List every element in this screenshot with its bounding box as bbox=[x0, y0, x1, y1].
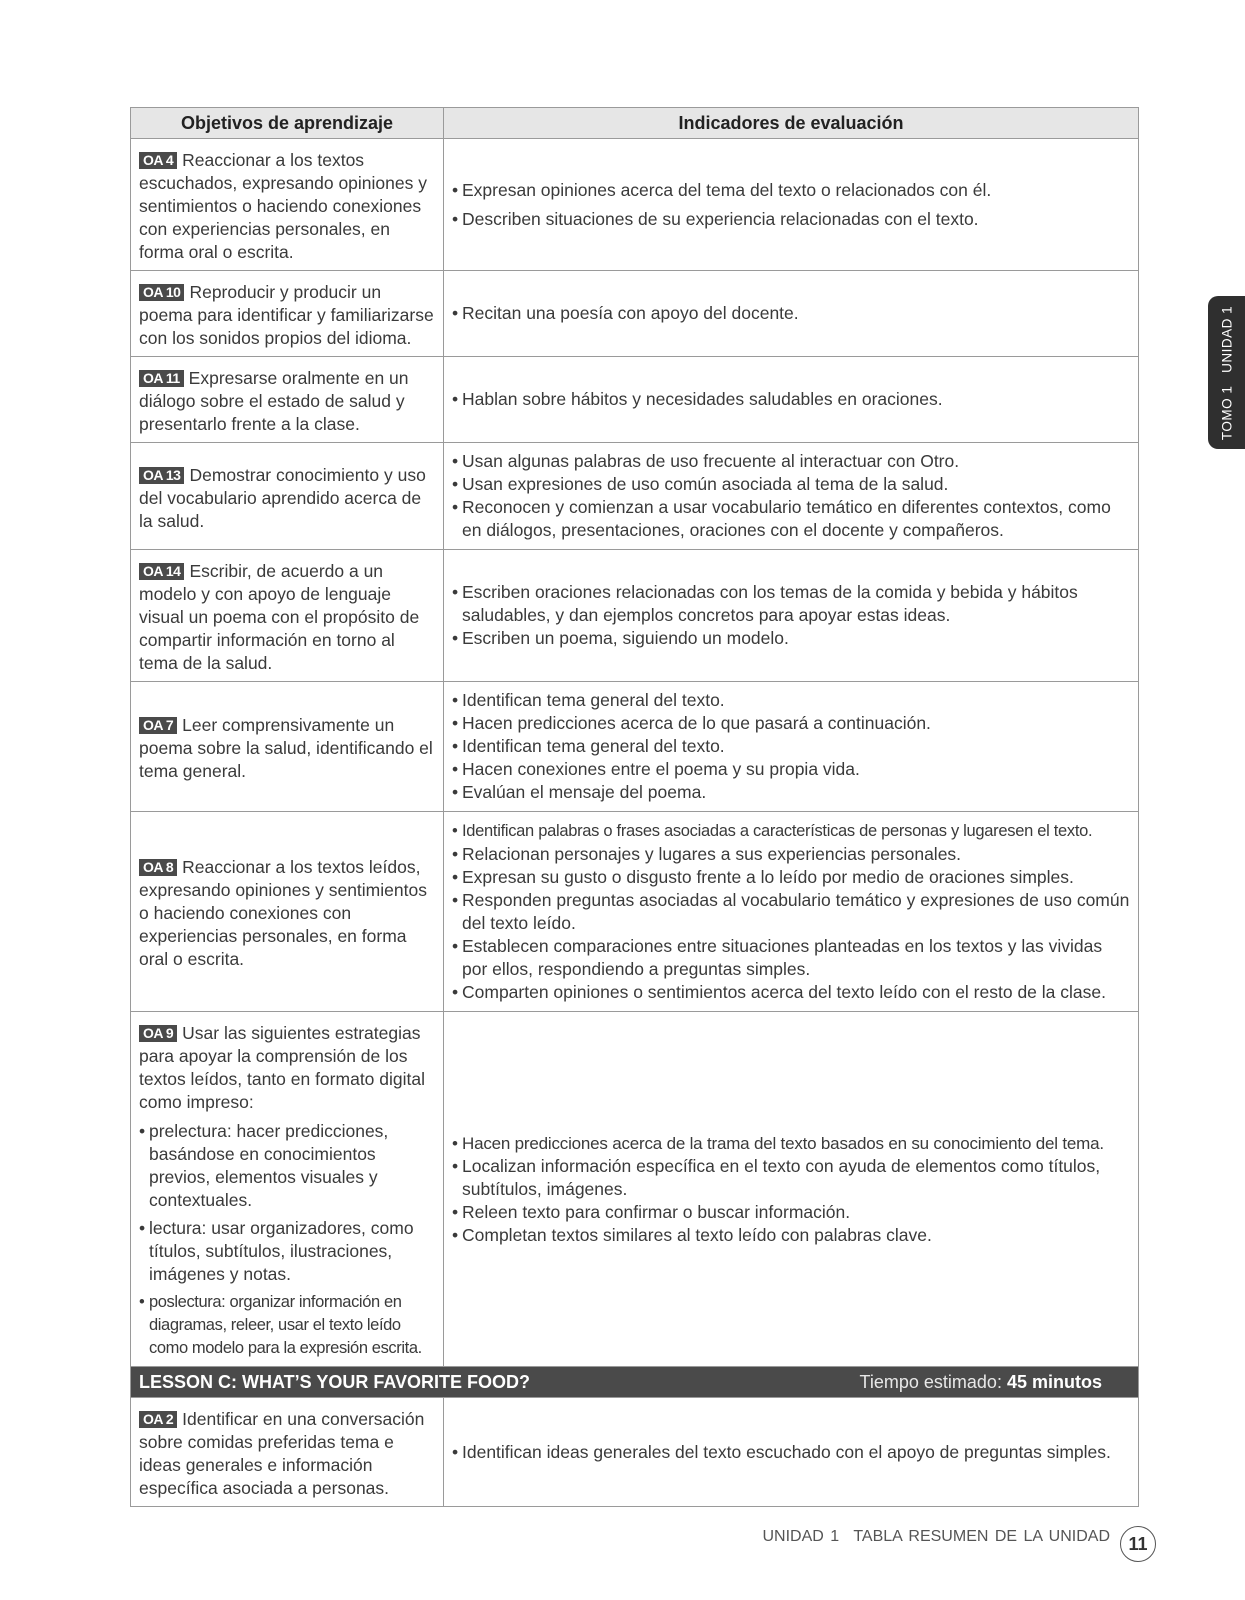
indicator-item: • Hacen predicciones acerca de lo que pasará a continuación. bbox=[452, 712, 1130, 735]
indicator-item: • Hacen conexiones entre el poema y su propia vida. bbox=[452, 758, 1130, 781]
header-objetivos: Objetivos de aprendizaje bbox=[131, 108, 444, 139]
objective-cell bbox=[131, 682, 444, 812]
table-row bbox=[131, 1012, 1139, 1367]
indicator-list bbox=[452, 302, 1130, 325]
indicator-list bbox=[452, 820, 1130, 1004]
indicator-item: • Establecen comparaciones entre situaciones planteadas en los textos y las vividas por ellos, respondiendo a preguntas simples. bbox=[452, 935, 1130, 981]
indicator-item: • Releen texto para confirmar o buscar información. bbox=[452, 1201, 1130, 1224]
indicator-item: • Hacen predicciones acerca de la trama del texto basados en su conocimiento del tema. bbox=[452, 1132, 1130, 1155]
table-row bbox=[131, 139, 1139, 271]
strategy-item: • lectura: usar organizadores, como títulos, subtítulos, ilustraciones, imágenes y notas. bbox=[139, 1217, 435, 1286]
indicator-item: • Expresan opiniones acerca del tema del texto o relacionados con él. bbox=[452, 179, 1130, 202]
objective-cell bbox=[131, 443, 444, 550]
objective-text: Leer comprensivamente un poema sobre la salud, identificando el tema general. bbox=[139, 715, 433, 781]
page-footer bbox=[763, 1528, 1111, 1546]
page-number: 11 bbox=[1120, 1526, 1156, 1562]
indicator-item: • Identifican tema general del texto. bbox=[452, 689, 1130, 712]
indicators-cell bbox=[444, 1398, 1139, 1507]
indicator-item: • Escriben oraciones relacionadas con los temas de la comida y bebida y hábitos saludables, y dan ejemplos concretos para apoyar estas ideas. bbox=[452, 581, 1130, 627]
indicators-cell bbox=[444, 139, 1139, 271]
oa-badge: OA 7 bbox=[139, 717, 177, 734]
footer-section: TABLA RESUMEN DE LA UNIDAD bbox=[853, 1528, 1110, 1545]
indicator-item: • Reconocen y comienzan a usar vocabulario temático en diferentes contextos, como en diálogos, presentaciones, oraciones con el docente y compañeros. bbox=[452, 496, 1130, 542]
lesson-title: LESSON C: WHAT’S YOUR FAVORITE FOOD? bbox=[139, 1372, 531, 1392]
strategy-list bbox=[139, 1120, 435, 1360]
indicator-item: • Usan algunas palabras de uso frecuente al interactuar con Otro. bbox=[452, 450, 1130, 473]
objective-cell bbox=[131, 1398, 444, 1507]
objective-text: Expresarse oralmente en un diálogo sobre el estado de salud y presentarlo frente a la clase. bbox=[139, 368, 409, 434]
table-row bbox=[131, 812, 1139, 1012]
indicator-list bbox=[452, 450, 1130, 542]
table-row bbox=[131, 443, 1139, 550]
indicators-cell bbox=[444, 1012, 1139, 1367]
table-row bbox=[131, 682, 1139, 812]
table-row bbox=[131, 1398, 1139, 1507]
table-row bbox=[131, 550, 1139, 682]
indicators-cell bbox=[444, 443, 1139, 550]
oa-badge: OA 10 bbox=[139, 284, 184, 301]
header-indicadores: Indicadores de evaluación bbox=[444, 108, 1139, 139]
indicators-cell bbox=[444, 812, 1139, 1012]
lesson-time-label: Tiempo estimado: bbox=[859, 1372, 1002, 1392]
indicator-list bbox=[452, 1132, 1130, 1247]
indicator-item: • Recitan una poesía con apoyo del docente. bbox=[452, 302, 1130, 325]
objective-text: Usar las siguientes estrategias para apoyar la comprensión de los textos leídos, tanto en formato digital como impreso: bbox=[139, 1023, 425, 1112]
indicator-item: • Usan expresiones de uso común asociada al tema de la salud. bbox=[452, 473, 1130, 496]
indicator-list bbox=[452, 388, 1130, 411]
objective-text: Reaccionar a los textos escuchados, expresando opiniones y sentimientos o haciendo conexiones con experiencias personales, en forma oral o escrita. bbox=[139, 150, 427, 262]
objective-text: Reproducir y producir un poema para identificar y familiarizarse con los sonidos propios del idioma. bbox=[139, 282, 434, 348]
indicator-item: • Identifican palabras o frases asociadas a características de personas y lugaresen el texto. bbox=[452, 820, 1130, 843]
objective-text: Demostrar conocimiento y uso del vocabulario aprendido acerca de la salud. bbox=[139, 464, 426, 531]
indicators-cell bbox=[444, 357, 1139, 443]
lesson-time bbox=[860, 1367, 1102, 1397]
table-header-row bbox=[131, 108, 1139, 139]
strategy-item: • poslectura: organizar información en diagramas, releer, usar el texto leído como modelo para la expresión escrita. bbox=[139, 1291, 435, 1360]
objective-cell bbox=[131, 139, 444, 271]
indicator-list bbox=[452, 1441, 1130, 1464]
footer-unit: UNIDAD 1 bbox=[762, 1528, 840, 1545]
lesson-time-value: 45 minutos bbox=[1006, 1372, 1102, 1392]
oa-badge: OA 4 bbox=[139, 152, 177, 169]
indicator-item: • Expresan su gusto o disgusto frente a lo leído por medio de oraciones simples. bbox=[452, 866, 1130, 889]
table-body bbox=[131, 139, 1139, 1507]
objective-text: Reaccionar a los textos leídos, expresando opiniones y sentimientos o haciendo conexiones con experiencias personales, en forma oral o escrita. bbox=[139, 857, 427, 969]
indicator-item: • Localizan información específica en el texto con ayuda de elementos como títulos, subtítulos, imágenes. bbox=[452, 1155, 1130, 1201]
indicators-cell bbox=[444, 271, 1139, 357]
oa-badge: OA 14 bbox=[139, 563, 184, 580]
oa-badge: OA 2 bbox=[139, 1411, 177, 1428]
objective-cell bbox=[131, 550, 444, 682]
indicator-item: • Escriben un poema, siguiendo un modelo. bbox=[452, 627, 1130, 650]
strategy-item: • prelectura: hacer predicciones, basándose en conocimientos previos, elementos visuales y contextuales. bbox=[139, 1120, 435, 1212]
table-row bbox=[131, 271, 1139, 357]
indicators-cell bbox=[444, 550, 1139, 682]
indicator-list bbox=[452, 179, 1130, 231]
side-tab bbox=[1208, 296, 1245, 449]
objective-text: Escribir, de acuerdo a un modelo y con apoyo de lenguaje visual un poema con el propósito de compartir información en torno al tema de la salud. bbox=[139, 561, 420, 673]
objective-cell bbox=[131, 357, 444, 443]
oa-badge: OA 9 bbox=[139, 1025, 177, 1042]
objective-cell bbox=[131, 271, 444, 357]
indicator-item: • Evalúan el mensaje del poema. bbox=[452, 781, 1130, 804]
indicator-item: • Responden preguntas asociadas al vocabulario temático y expresiones de uso común del texto leído. bbox=[452, 889, 1130, 935]
indicators-cell bbox=[444, 682, 1139, 812]
indicator-list bbox=[452, 689, 1130, 804]
oa-badge: OA 13 bbox=[139, 467, 184, 484]
indicator-item: • Comparten opiniones o sentimientos acerca del texto leído con el resto de la clase. bbox=[452, 981, 1130, 1004]
table-row bbox=[131, 357, 1139, 443]
indicator-list bbox=[452, 581, 1130, 650]
indicator-item: • Hablan sobre hábitos y necesidades saludables en oraciones. bbox=[452, 388, 1130, 411]
objective-cell bbox=[131, 1012, 444, 1367]
indicator-item: • Identifican ideas generales del texto escuchado con el apoyo de preguntas simples. bbox=[452, 1441, 1130, 1464]
lesson-banner-row bbox=[131, 1367, 1139, 1398]
objective-cell bbox=[131, 812, 444, 1012]
summary-table bbox=[130, 107, 1139, 1507]
side-tab-label: TOMO 1 UNIDAD 1 bbox=[1219, 305, 1234, 440]
indicator-item: • Completan textos similares al texto leído con palabras clave. bbox=[452, 1224, 1130, 1247]
indicator-item: • Relacionan personajes y lugares a sus experiencias personales. bbox=[452, 843, 1130, 866]
oa-badge: OA 11 bbox=[139, 370, 184, 387]
lesson-banner bbox=[131, 1367, 1139, 1398]
oa-badge: OA 8 bbox=[139, 859, 177, 876]
objective-text: Identificar en una conversación sobre comidas preferidas tema e ideas generales e información específica asociada a personas. bbox=[139, 1409, 425, 1498]
indicator-item: • Identifican tema general del texto. bbox=[452, 735, 1130, 758]
indicator-item: • Describen situaciones de su experiencia relacionadas con el texto. bbox=[452, 208, 1130, 231]
